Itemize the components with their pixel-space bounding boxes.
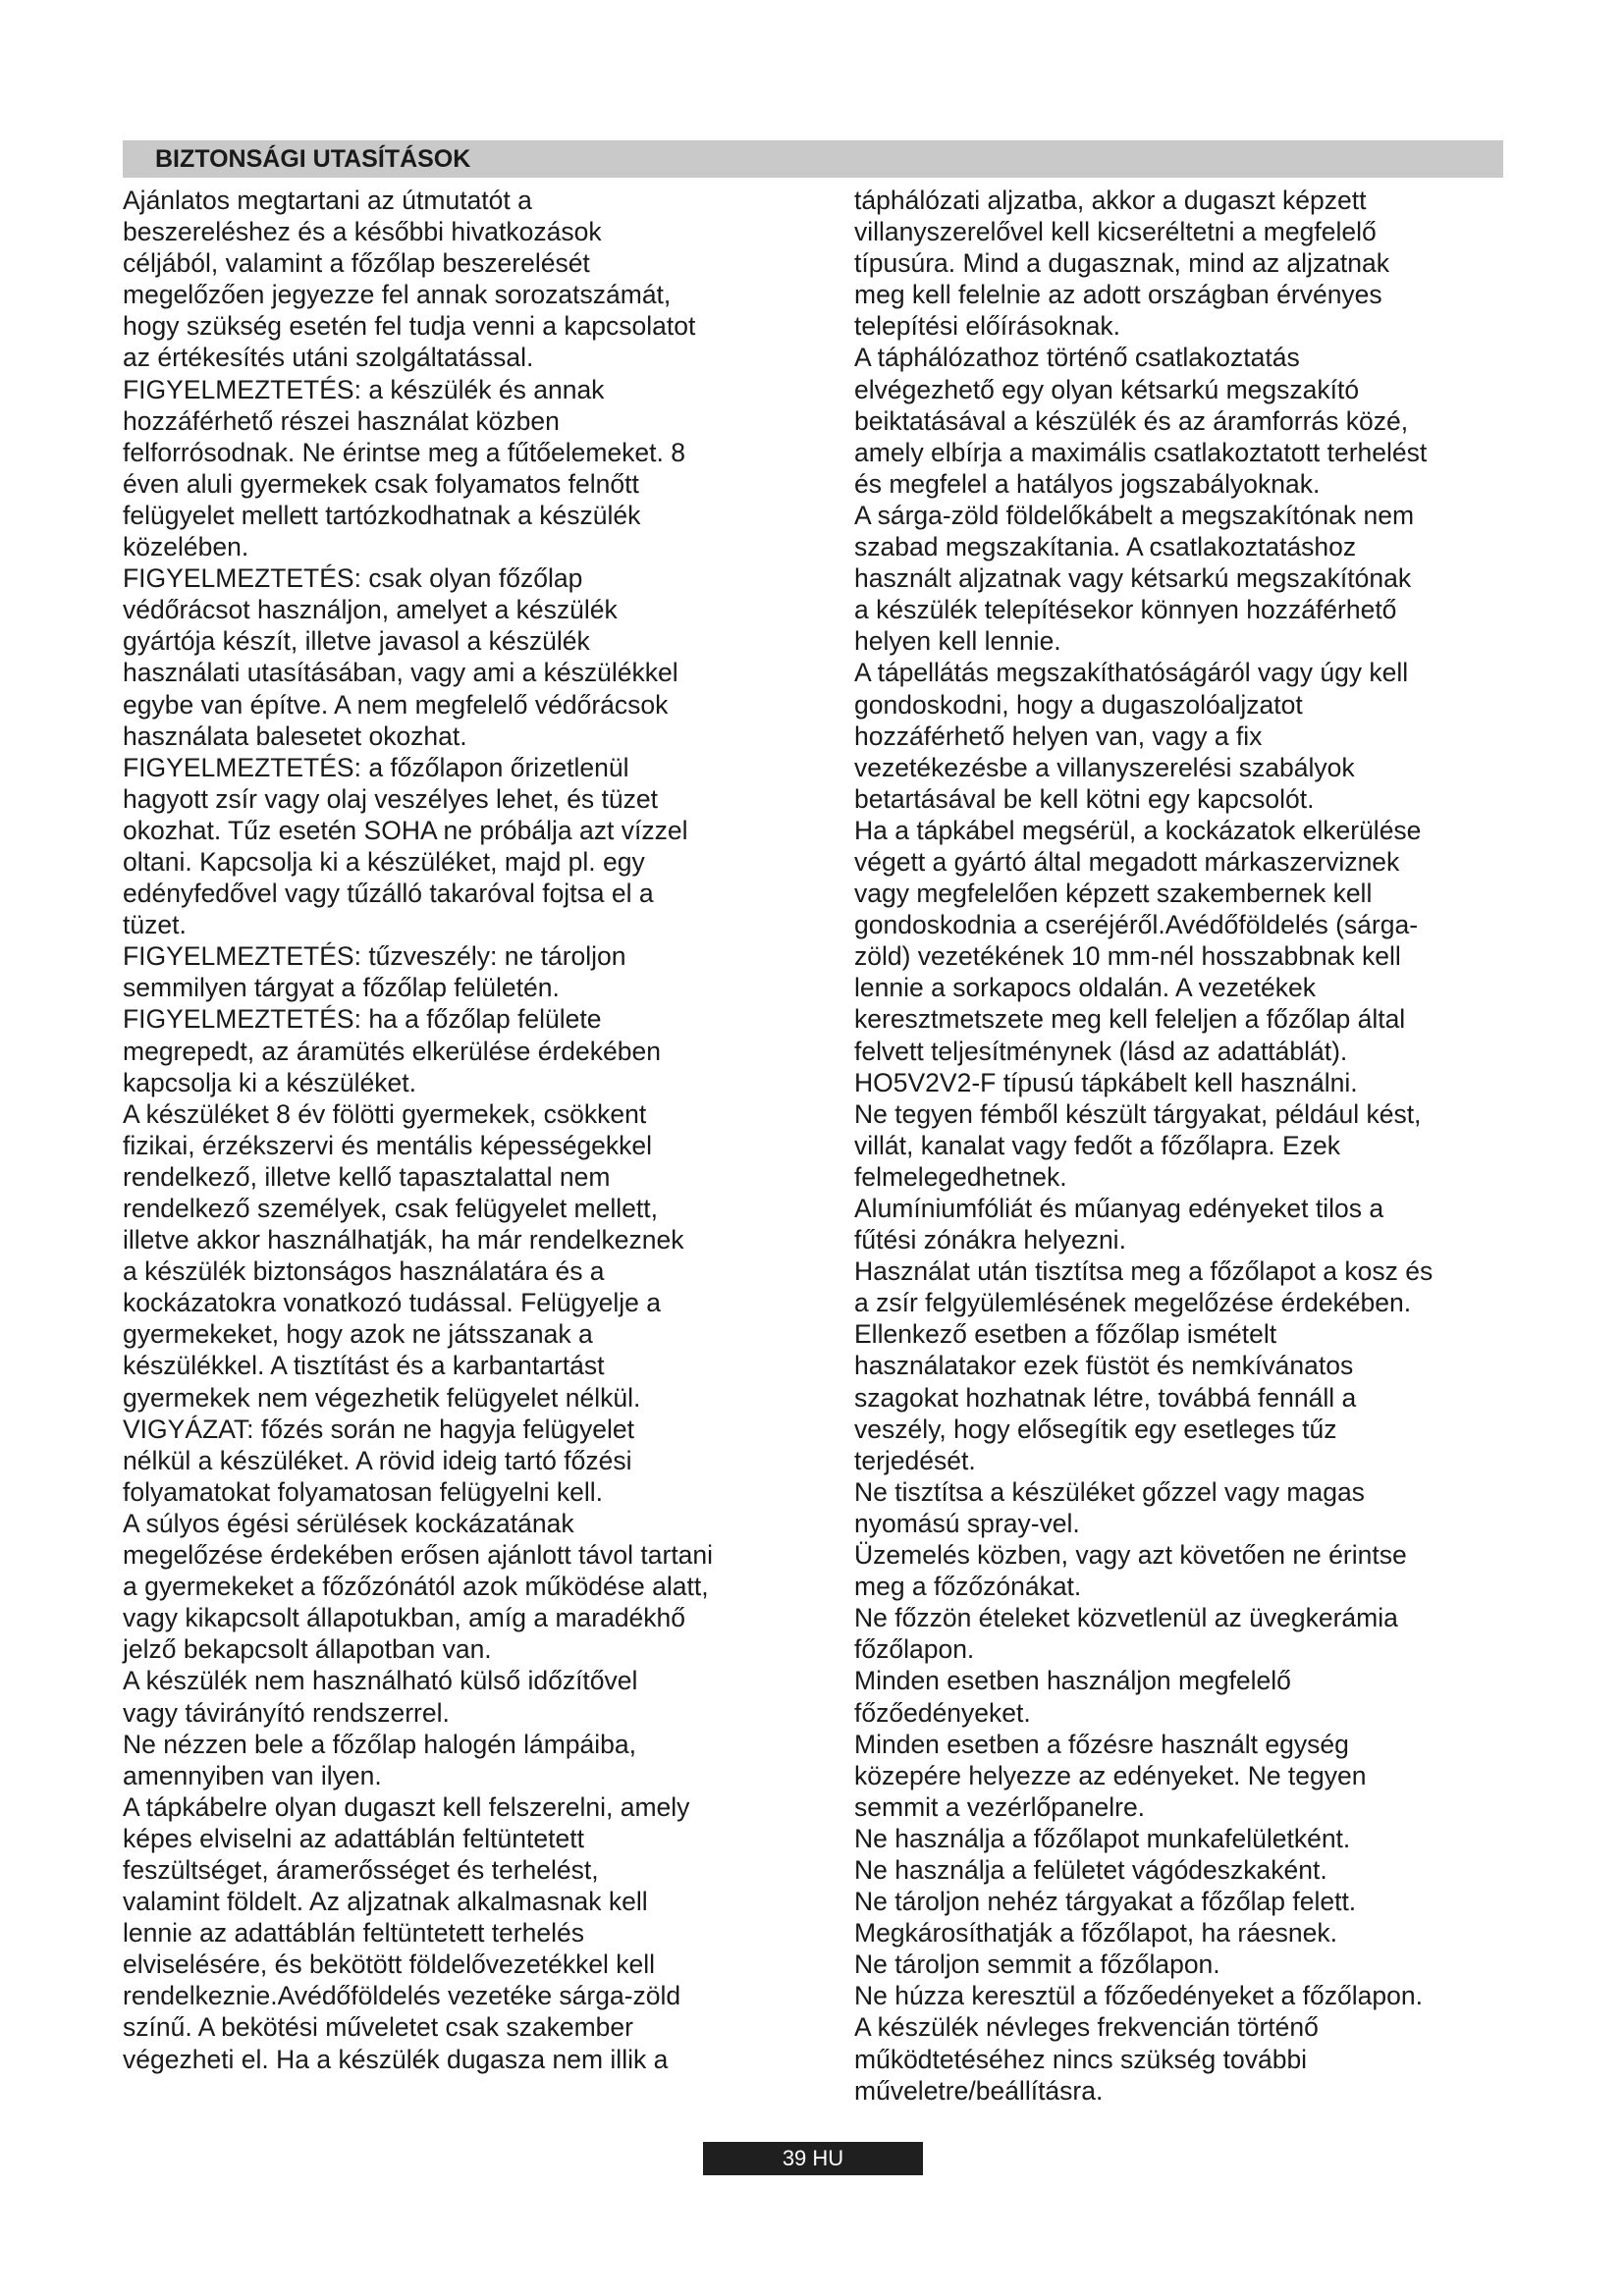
text-line: betartásával be kell kötni egy kapcsolót. [854,783,1315,814]
text-line: főzőlapon. [854,1634,975,1665]
text-line: A sárga-zöld földelőkábelt a megszakítónak nem [854,500,1415,530]
text-line: készülékkel. A tisztítást és a karbantartást [123,1351,605,1381]
text-line: lennie az adattáblán feltüntetett terhelés [123,1918,584,1949]
text-line: FIGYELMEZTETÉS: a főzőlapon őrizetlenül [123,752,629,782]
text-line: A súlyos égési sérülések kockázatának [123,1508,574,1538]
text-line: Megkárosíthatják a főzőlapot, ha ráesnek. [854,1918,1338,1949]
text-line: képes elviselni az adattáblán feltüntetett [123,1823,584,1853]
text-line: használt aljzatnak vagy kétsarkú megszakítónak [854,563,1412,594]
text-line: szagokat hozhatnak létre, továbbá fennáll a [854,1382,1357,1413]
text-line: Ne nézzen bele a főzőlap halogén lámpáiba, [123,1729,637,1759]
text-line: vezetékezésbe a villanyszerelési szabályok [854,752,1355,782]
text-line: semmit a vezérlőpanelre. [854,1791,1146,1822]
text-line: Ellenkező esetben a főzőlap ismételt [854,1319,1277,1350]
text-line: Minden esetben a főzésre használt egység [854,1729,1349,1759]
text-line: egybe van építve. A nem megfelelő védőrácsok [123,689,669,720]
text-line: Használat után tisztítsa meg a főzőlapot a kosz és [854,1256,1434,1287]
text-line: Ne tároljon nehéz tárgyakat a főzőlap felett. [854,1887,1357,1917]
text-line: HO5V2V2-F típusú tápkábelt kell használni. [854,1067,1358,1097]
text-line: főzőedényeket. [854,1697,1031,1728]
page-number: 39 HU [782,2146,844,2170]
text-line: lennie a sorkapocs oldalán. A vezetékek [854,973,1316,1003]
text-line: FIGYELMEZTETÉS: csak olyan főzőlap [123,563,583,594]
text-line: fűtési zónákra helyezni. [854,1225,1126,1255]
text-line: vagy kikapcsolt állapotukban, amíg a maradékhő [123,1603,686,1633]
text-line: Ne főzzön ételeket közvetlenül az üvegkerámia [854,1603,1398,1633]
text-line: megelőzően jegyezze fel annak sorozatszámát, [123,280,672,310]
text-line: típusúra. Mind a dugasznak, mind az aljzatnak [854,248,1390,279]
text-line: megrepedt, az áramütés elkerülése érdekében [123,1036,661,1066]
text-line: valamint földelt. Az aljzatnak alkalmasnak kell [123,1887,648,1917]
text-line: felvett teljesítménynek (lásd az adattáblát). [854,1036,1348,1066]
text-line: a gyermekeket a főzőzónától azok működése alatt, [123,1572,709,1602]
text-line: végezheti el. Ha a készülék dugasza nem illik a [123,2044,669,2074]
text-line: FIGYELMEZTETÉS: a készülék és annak [123,374,605,404]
text-line: Ajánlatos megtartani az útmutatót a [123,186,532,215]
text-line: hogy szükség esetén fel tudja venni a kapcsolatot [123,311,696,342]
text-line: Ne tisztítsa a készüléket gőzzel vagy magas [854,1476,1365,1507]
text-line: beszereléshez és a későbbi hivatkozások [123,217,602,247]
text-line: védőrácsot használjon, amelyet a készülék [123,595,618,625]
text-line: táphálózati aljzatba, akkor a dugaszt képzett [854,186,1367,215]
text-line: telepítési előírásoknak. [854,311,1121,342]
text-line: kapcsolja ki a készüléket. [123,1067,417,1097]
text-line: gyermekek nem végezhetik felügyelet nélkül. [123,1382,641,1413]
text-line: közelében. [123,532,249,562]
text-line: folyamatokat folyamatosan felügyelni kell. [123,1476,604,1507]
text-line: terjedését. [854,1445,976,1475]
left-text-column [123,185,781,2075]
text-line: feszültséget, áramerősséget és terhelést, [123,1854,599,1885]
text-line: műveletre/beállításra. [854,2075,1104,2106]
text-line: amennyiben van ilyen. [123,1760,382,1790]
text-line: veszély, hogy elősegítik egy esetleges tűz [854,1414,1337,1444]
text-line: beiktatásával a készülék és az áramforrás közé, [854,405,1409,436]
text-line: felforrósodnak. Ne érintse meg a fűtőelemeket. 8 [123,437,685,467]
text-line: fizikai, érzékszervi és mentális képességekkel [123,1130,653,1160]
text-line: színű. A bekötési műveletet csak szakember [123,2012,633,2043]
text-line: FIGYELMEZTETÉS: tűzveszély: ne tároljon [123,941,626,972]
text-line: Ne tegyen fémből készült tárgyakat, például kést, [854,1098,1422,1129]
text-line: használata balesetet okozhat. [123,721,467,751]
text-line: hozzáférhető helyen van, vagy a fix [854,721,1263,751]
text-line: felmelegedhetnek. [854,1161,1067,1192]
text-line: Ne használja a felületet vágódeszkaként. [854,1854,1327,1885]
text-line: közepére helyezze az edényeket. Ne tegyen [854,1760,1367,1790]
text-line: FIGYELMEZTETÉS: ha a főzőlap felülete [123,1004,602,1035]
text-line: rendelkező személyek, csak felügyelet mellett, [123,1194,658,1223]
text-line: és megfelel a hatályos jogszabályoknak. [854,468,1321,499]
text-line: használati utasításában, vagy ami a készülékkel [123,658,678,688]
text-line: hagyott zsír vagy olaj veszélyes lehet, és tüzet [123,783,658,814]
text-line: meg a főzőzónákat. [854,1572,1082,1602]
text-line: Ne tároljon semmit a főzőlapon. [854,1949,1220,1980]
text-line: rendelkeznie.Avédőföldelés vezetéke sárga-zöld [123,1981,681,2011]
text-line: gondoskodni, hogy a dugaszolóaljzatot [854,689,1303,720]
text-line: megelőzése érdekében erősen ajánlott távol tartani [123,1540,714,1571]
text-line: helyen kell lennie. [854,626,1061,657]
text-line: okozhat. Tűz esetén SOHA ne próbálja azt vízzel [123,815,688,845]
text-line: meg kell felelnie az adott országban érvényes [854,280,1382,310]
text-line: illetve akkor használhatják, ha már rendelkeznek [123,1225,684,1255]
text-line: vagy távirányító rendszerrel. [123,1697,450,1728]
text-line: oltani. Kapcsolja ki a készüléket, majd pl. egy [123,846,645,877]
text-line: vagy megfelelően képzett szakembernek kell [854,879,1373,909]
text-line: nyomású spray-vel. [854,1508,1080,1538]
text-line: rendelkező, illetve kellő tapasztalattal nem [123,1161,611,1192]
text-line: amely elbírja a maximális csatlakoztatott terhelést [854,437,1428,467]
text-line: tüzet. [123,910,187,940]
text-line: használatakor ezek füstöt és nemkívánatos [854,1351,1354,1381]
text-line: gyártója készít, illetve javasol a készülék [123,626,590,657]
text-line: a készülék telepítésekor könnyen hozzáférhető [854,595,1397,625]
text-line: hozzáférhető részei használat közben [123,405,560,436]
text-line: gondoskodnia a cseréjéről.Avédőföldelés (sárga- [854,910,1419,940]
section-header-bar [123,140,1503,178]
text-line: semmilyen tárgyat a főzőlap felületén. [123,973,560,1003]
text-line: Minden esetben használjon megfelelő [854,1666,1291,1696]
text-line: edényfedővel vagy tűzálló takaróval fojtsa el a [123,879,654,909]
text-line: A készülék névleges frekvencián történő [854,2012,1319,2043]
text-line: elvégezhető egy olyan kétsarkú megszakító [854,374,1360,404]
text-line: zöld) vezetékének 10 mm-nél hosszabbnak kell [854,941,1401,972]
text-line: A készüléket 8 év fölötti gyermekek, csökkent [123,1098,647,1129]
text-line: A tápkábelre olyan dugaszt kell felszerelni, amely [123,1791,690,1822]
text-line: Ne húzza keresztül a főzőedényeket a főzőlapon. [854,1981,1423,2011]
text-line: szabad megszakítania. A csatlakoztatáshoz [854,532,1357,562]
text-line: jelző bekapcsolt állapotban van. [123,1634,492,1665]
right-text-column [854,185,1522,2107]
text-line: Alumíniumfóliát és műanyag edényeket tilos a [854,1194,1384,1223]
text-line: A készülék nem használható külső időzítővel [123,1666,638,1696]
text-line: felügyelet mellett tartózkodhatnak a készülék [123,500,641,530]
text-line: Ha a tápkábel megsérül, a kockázatok elkerülése [854,815,1422,845]
text-line: Üzemelés közben, vagy azt követően ne érintse [854,1540,1407,1571]
text-line: működtetéséhez nincs szükség további [854,2044,1308,2074]
text-line: a készülék biztonságos használatára és a [123,1256,605,1287]
section-title: BIZTONSÁGI UTASÍTÁSOK [155,145,471,173]
text-line: VIGYÁZAT: főzés során ne hagyja felügyelet [123,1414,634,1444]
text-line: céljából, valamint a főzőlap beszerelését [123,248,590,279]
text-line: kockázatokra vonatkozó tudással. Felügyelje a [123,1288,661,1318]
text-line: Ne használja a főzőlapot munkafelületként. [854,1823,1351,1853]
text-line: villát, kanalat vagy fedőt a főzőlapra. Ezek [854,1130,1340,1160]
text-line: A táphálózathoz történő csatlakoztatás [854,343,1300,373]
text-line: a zsír felgyülemlésének megelőzése érdekében. [854,1288,1412,1318]
text-line: gyermekeket, hogy azok ne játsszanak a [123,1319,593,1350]
text-line: keresztmetszete meg kell feleljen a főzőlap által [854,1004,1406,1035]
text-line: az értékesítés utáni szolgáltatással. [123,343,534,373]
text-line: villanyszerelővel kell kicseréltetni a megfelelő [854,217,1377,247]
text-line: éven aluli gyermekek csak folyamatos felnőtt [123,468,639,499]
page-number-badge [703,2142,923,2175]
text-line: végett a gyártó által megadott márkaszerviznek [854,846,1400,877]
text-line: A tápellátás megszakíthatóságáról vagy úgy kell [854,658,1409,688]
text-line: nélkül a készüléket. A rövid ideig tartó főzési [123,1445,632,1475]
text-line: elviselésére, és bekötött földelővezetékkel kell [123,1949,656,1980]
